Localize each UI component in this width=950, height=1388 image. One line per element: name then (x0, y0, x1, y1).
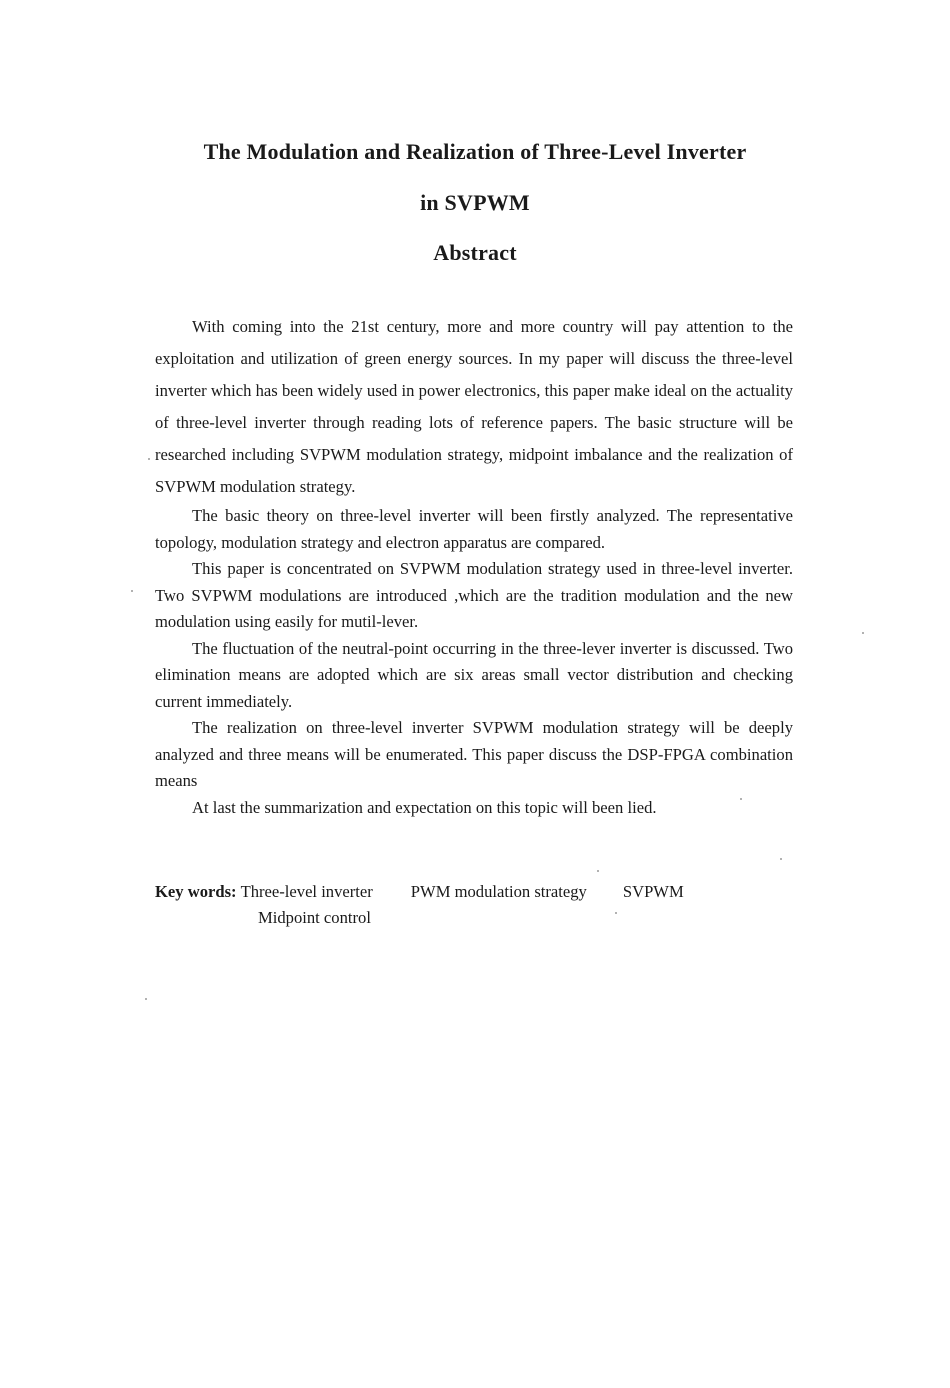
abstract-paragraph-2: The basic theory on three-level inverter will been firstly analyzed. The representative topology, modulation strategy and electron apparatus are compared. (155, 506, 793, 552)
scan-speck (615, 912, 617, 914)
abstract-paragraph-4: The fluctuation of the neutral-point occurring in the three-lever inverter is discussed. Two elimination means are adopted which are six areas small vector distribution and checking current immediately. (155, 638, 793, 711)
abstract-paragraph-1: With coming into the 21st century, more and more country will pay attention to the exploitation and utilization of green energy sources. In my paper will discuss the three-level inverter which has been widely used in power electronics, this paper make ideal on the actuality of three-level inverter through reading lots of reference papers. The basic structure will be researched including SVPWM modulation strategy, midpoint imbalance and the realization of SVPWM modulation strategy. (155, 317, 793, 496)
keywords-row-2 (155, 905, 684, 931)
keywords-row-1 (155, 879, 684, 905)
keyword-item: PWM modulation strategy (410, 882, 587, 901)
scan-speck (145, 998, 147, 1000)
abstract-paragraph-5: The realization on three-level inverter SVPWM modulation strategy will be deeply analyzed and three means will be enumerated. This paper discuss the DSP-FPGA combination means (155, 718, 793, 790)
scan-speck (740, 798, 742, 800)
keyword-item: Midpoint control (258, 908, 371, 927)
scan-speck (148, 458, 150, 460)
scan-speck (131, 590, 133, 592)
abstract-paragraph-3: This paper is concentrated on SVPWM modulation strategy used in three-level inverter. Two SVPWM modulations are introduced ,which are the tradition modulation and the new modulation using easily for mutil-lever. (155, 559, 793, 631)
paper-title-line-2: in SVPWM (420, 190, 530, 215)
keyword-item: Three-level inverter (240, 882, 373, 901)
scan-speck (862, 632, 864, 634)
keyword-item: SVPWM (622, 882, 684, 901)
abstract-body (155, 311, 793, 821)
abstract-heading: Abstract (433, 240, 517, 265)
keywords-label: Key words: (155, 882, 237, 901)
paper-title-line-1: The Modulation and Realization of Three-Level Inverter (203, 139, 747, 164)
abstract-paragraph-6: At last the summarization and expectation on this topic will been lied. (192, 797, 657, 817)
scan-speck (780, 858, 782, 860)
keywords-block (155, 879, 684, 931)
scan-speck (597, 870, 599, 872)
